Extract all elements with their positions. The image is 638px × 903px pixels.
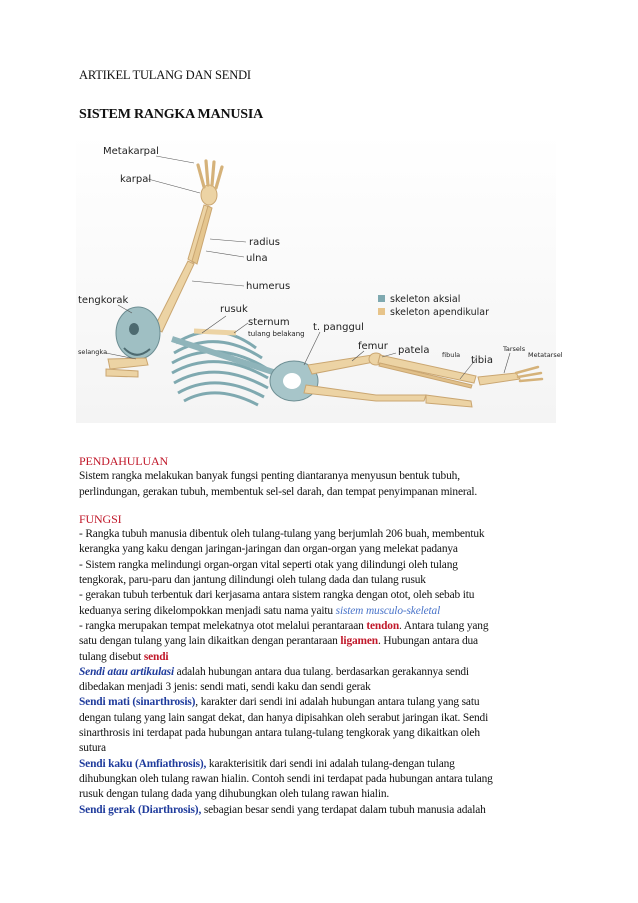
- term-tendon: tendon: [366, 619, 400, 632]
- fungsi-line-5: - gerakan tubuh terbentuk dari kerjasama antara sistem rangka dengan otot, oleh sebab itu: [79, 589, 475, 602]
- text-run: adalah hubungan antara dua tulang. berdasarkan gerakannya sendi: [173, 665, 469, 678]
- fungsi-line-8: [79, 634, 559, 649]
- pendahuluan-line-2: perlindungan, gerakan tubuh, membentuk sel-sel darah, dan tempat penyimpanan mineral.: [79, 485, 478, 498]
- label-tulang-belakang: tulang belakang: [248, 330, 305, 338]
- label-tarsels: Tarsels: [503, 345, 526, 353]
- term-sendi: sendi: [143, 650, 169, 663]
- article-body: [79, 454, 559, 818]
- label-metatarsel: Metatarsel: [528, 351, 563, 359]
- label-metakarpal: Metakarpal: [103, 146, 159, 157]
- heading-fungsi: FUNGSI: [79, 511, 122, 526]
- label-rusuk: rusuk: [220, 304, 248, 315]
- text-run: . Hubungan antara dua: [377, 635, 478, 648]
- fungsi-line-4: tengkorak, paru-paru dan jantung dilindungi oleh tulang dada dan tulang rusuk: [79, 574, 426, 587]
- term-sendi-artikulasi: Sendi atau artikulasi: [79, 665, 174, 678]
- legend-aksial: skeleton aksial: [390, 294, 461, 305]
- page-title: SISTEM RANGKA MANUSIA: [79, 107, 264, 122]
- fungsi-line-7: [79, 619, 559, 634]
- text-run: tulang disebut: [79, 650, 144, 663]
- text-run: satu dengan tulang yang lain dikaitkan dengan perantaraan: [79, 635, 341, 648]
- label-t-panggul: t. panggul: [313, 322, 364, 333]
- term-sendi-kaku: Sendi kaku (Amfiathrosis),: [79, 757, 207, 770]
- fungsi-line-9: [79, 650, 559, 665]
- document-header: ARTIKEL TULANG DAN SENDI: [79, 68, 251, 82]
- skull: [116, 307, 160, 359]
- label-fibula: fibula: [442, 351, 461, 359]
- term-musculo-skeletal: sistem musculo-skeletal: [335, 604, 441, 617]
- label-humerus: humerus: [246, 281, 291, 292]
- skeleton-illustration: [76, 133, 563, 423]
- fungsi-line-11: dibedakan menjadi 3 jenis: sendi mati, sendi kaku dan sendi gerak: [79, 681, 371, 694]
- label-selangka: selangka: [78, 348, 108, 356]
- label-tengkorak: tengkorak: [78, 295, 129, 306]
- term-ligamen: ligamen: [340, 635, 378, 648]
- fungsi-line-15: sutura: [79, 742, 106, 755]
- fungsi-line-6: [79, 604, 559, 619]
- fungsi-line-2: kerangka yang kaku dengan jaringan-jaringan dan organ-organ yang melekat padanya: [79, 543, 458, 556]
- fungsi-line-14: sinarthrosis ini terdapat pada hubungan antara tulang-tulang tengkorak yang dikaitkan oleh: [79, 727, 480, 740]
- text-run: - rangka merupakan tempat melekatnya otot melalui perantaraan: [79, 619, 367, 632]
- sternum-bone: [194, 331, 236, 333]
- fungsi-line-3: - Sistem rangka melindungi organ-organ vital seperti otak yang dilindungi oleh tulang: [79, 558, 458, 571]
- text-run: karakterisitik dari sendi ini adalah tulang-dengan tulang: [206, 757, 455, 770]
- label-femur: femur: [358, 341, 388, 352]
- fungsi-line-12: [79, 695, 559, 710]
- legend-swatch-aksial: [378, 295, 385, 302]
- label-patela: patela: [398, 345, 430, 356]
- pendahuluan-line-1: Sistem rangka melakukan banyak fungsi penting diantaranya menyusun bentuk tubuh,: [79, 470, 460, 483]
- fungsi-line-10: [79, 665, 559, 680]
- text-run: , karakter dari sendi ini adalah hubungan antara tulang yang satu: [195, 696, 480, 709]
- term-sendi-mati: Sendi mati (sinarthrosis): [79, 696, 196, 709]
- fungsi-line-18: rusuk dengan tulang dada yang dihubungkan oleh tulang rawan hialin.: [79, 788, 390, 801]
- legend-apendikular: skeleton apendikular: [390, 307, 490, 318]
- legend-swatch-apendikular: [378, 308, 385, 315]
- text-run: sebagian besar sendi yang terdapat dalam tubuh manusia adalah: [201, 803, 486, 816]
- label-sternum: sternum: [248, 317, 290, 328]
- fungsi-line-19: [79, 803, 559, 818]
- text-run: . Antara tulang yang: [399, 619, 489, 632]
- fungsi-line-16: [79, 757, 559, 772]
- label-karpal: karpal: [120, 174, 152, 185]
- term-sendi-gerak: Sendi gerak (Diarthrosis),: [79, 803, 202, 816]
- label-radius: radius: [249, 237, 280, 248]
- label-tibia: tibia: [471, 355, 493, 366]
- heading-pendahuluan: PENDAHULUAN: [79, 454, 169, 468]
- label-ulna: ulna: [246, 253, 268, 264]
- fungsi-line-17: dihubungkan oleh tulang rawan hialin. Contoh sendi ini terdapat pada hubungan antara tulang: [79, 772, 493, 785]
- fungsi-line-1: - Rangka tubuh manusia dibentuk oleh tulang-tulang yang berjumlah 206 buah, membentuk: [79, 528, 485, 541]
- fungsi-line-13: dengan tulang yang lain sangat dekat, dan hanya dipisahkan oleh serabut jaringan ikat. Sendi: [79, 711, 489, 724]
- text-run: keduanya sering dikelompokkan menjadi satu nama yaitu: [79, 604, 336, 617]
